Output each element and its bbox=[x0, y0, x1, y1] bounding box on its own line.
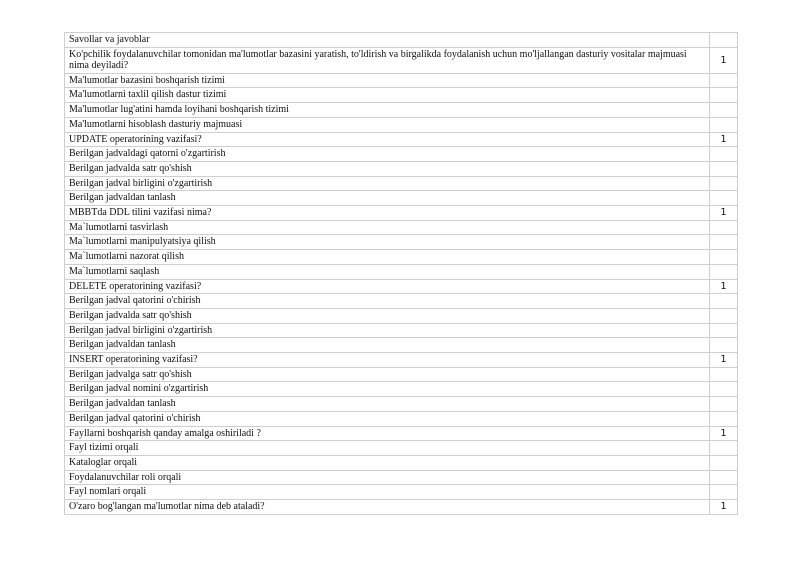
mark-cell bbox=[710, 191, 738, 206]
table-row bbox=[65, 161, 738, 176]
mark-cell bbox=[710, 455, 738, 470]
answer-option-text: Ma'lumotlarni taxlil qilish dastur tizimi bbox=[65, 88, 710, 103]
answer-option-text: Ma`lumotlarni nazorat qilish bbox=[65, 250, 710, 265]
question-text: INSERT operatorining vazifasi? bbox=[65, 353, 710, 368]
answer-option-text: Ma`lumotlarni saqlash bbox=[65, 264, 710, 279]
answer-option-text: Berilgan jadvaldan tanlash bbox=[65, 397, 710, 412]
answer-option-text: Berilgan jadvaldan tanlash bbox=[65, 338, 710, 353]
table-row bbox=[65, 411, 738, 426]
mark-cell bbox=[710, 88, 738, 103]
mark-cell bbox=[710, 382, 738, 397]
table-row bbox=[65, 206, 738, 221]
mark-cell bbox=[710, 117, 738, 132]
table-row bbox=[65, 191, 738, 206]
table-header-row bbox=[65, 33, 738, 48]
mark-cell bbox=[710, 441, 738, 456]
mark-cell bbox=[710, 103, 738, 118]
table-header-mark bbox=[710, 33, 738, 48]
table-row bbox=[65, 323, 738, 338]
mark-cell bbox=[710, 367, 738, 382]
answer-option-text: Berilgan jadvalda satr qo'shish bbox=[65, 161, 710, 176]
table-row bbox=[65, 47, 738, 73]
table-row bbox=[65, 500, 738, 515]
table-row bbox=[65, 235, 738, 250]
table-row bbox=[65, 117, 738, 132]
question-text: UPDATE operatorining vazifasi? bbox=[65, 132, 710, 147]
table-row bbox=[65, 176, 738, 191]
mark-cell bbox=[710, 250, 738, 265]
question-text: O'zaro bog'langan ma'lumotlar nima deb ataladi? bbox=[65, 500, 710, 515]
answer-option-text: Berilgan jadval qatorini o'chirish bbox=[65, 294, 710, 309]
table-row bbox=[65, 470, 738, 485]
table-row bbox=[65, 455, 738, 470]
answer-option-text: Ma`lumotlarni tasvirlash bbox=[65, 220, 710, 235]
mark-cell bbox=[710, 411, 738, 426]
mark-cell: 1 bbox=[710, 47, 738, 73]
table-row bbox=[65, 103, 738, 118]
table-row bbox=[65, 279, 738, 294]
answer-option-text: Ma`lumotlarni manipulyatsiya qilish bbox=[65, 235, 710, 250]
table-row bbox=[65, 308, 738, 323]
answer-option-text: Ma'lumotlar lug'atini hamda loyihani boshqarish tizimi bbox=[65, 103, 710, 118]
mark-cell bbox=[710, 176, 738, 191]
mark-cell bbox=[710, 485, 738, 500]
answer-option-text: Ma'lumotlarni hisoblash dasturiy majmuasi bbox=[65, 117, 710, 132]
table-row bbox=[65, 88, 738, 103]
mark-cell bbox=[710, 161, 738, 176]
table-row bbox=[65, 132, 738, 147]
question-text: Fayllarni boshqarish qanday amalga oshiriladi ? bbox=[65, 426, 710, 441]
mark-cell bbox=[710, 235, 738, 250]
table-row bbox=[65, 220, 738, 235]
mark-cell bbox=[710, 264, 738, 279]
mark-cell: 1 bbox=[710, 353, 738, 368]
mark-cell bbox=[710, 470, 738, 485]
mark-cell: 1 bbox=[710, 206, 738, 221]
table-row bbox=[65, 73, 738, 88]
table-row bbox=[65, 367, 738, 382]
answer-option-text: Berilgan jadval qatorini o'chirish bbox=[65, 411, 710, 426]
answer-option-text: Berilgan jadvalda satr qo'shish bbox=[65, 308, 710, 323]
mark-cell bbox=[710, 147, 738, 162]
answer-option-text: Berilgan jadvaldan tanlash bbox=[65, 191, 710, 206]
answer-option-text: Berilgan jadvaldagi qatorni o'zgartirish bbox=[65, 147, 710, 162]
question-text: MBBTda DDL tilini vazifasi nima? bbox=[65, 206, 710, 221]
table-row bbox=[65, 382, 738, 397]
table-row bbox=[65, 426, 738, 441]
answer-option-text: Berilgan jadval birligini o'zgartirish bbox=[65, 176, 710, 191]
table-row bbox=[65, 264, 738, 279]
table-row bbox=[65, 353, 738, 368]
table-row bbox=[65, 147, 738, 162]
qa-table-body bbox=[65, 33, 738, 515]
table-row bbox=[65, 294, 738, 309]
mark-cell: 1 bbox=[710, 426, 738, 441]
mark-cell bbox=[710, 397, 738, 412]
answer-option-text: Kataloglar orqali bbox=[65, 455, 710, 470]
table-header-title: Savollar va javoblar bbox=[65, 33, 710, 48]
mark-cell: 1 bbox=[710, 500, 738, 515]
mark-cell bbox=[710, 220, 738, 235]
answer-option-text: Fayl tizimi orqali bbox=[65, 441, 710, 456]
question-text: Ko'pchilik foydalanuvchilar tomonidan ma'lumotlar bazasini yaratish, to'ldirish va birgalikda foydalanish uchun mo'ljallangan dasturiy vositalar majmuasi nima deyiladi? bbox=[65, 47, 710, 73]
table-row bbox=[65, 441, 738, 456]
mark-cell bbox=[710, 308, 738, 323]
table-row bbox=[65, 397, 738, 412]
table-row bbox=[65, 338, 738, 353]
mark-cell: 1 bbox=[710, 132, 738, 147]
qa-table bbox=[64, 32, 738, 515]
answer-option-text: Berilgan jadvalga satr qo'shish bbox=[65, 367, 710, 382]
table-row bbox=[65, 250, 738, 265]
mark-cell bbox=[710, 294, 738, 309]
answer-option-text: Ma'lumotlar bazasini boshqarish tizimi bbox=[65, 73, 710, 88]
answer-option-text: Foydalanuvchilar roli orqali bbox=[65, 470, 710, 485]
answer-option-text: Fayl nomlari orqali bbox=[65, 485, 710, 500]
table-row bbox=[65, 485, 738, 500]
mark-cell: 1 bbox=[710, 279, 738, 294]
answer-option-text: Berilgan jadval birligini o'zgartirish bbox=[65, 323, 710, 338]
mark-cell bbox=[710, 338, 738, 353]
question-text: DELETE operatorining vazifasi? bbox=[65, 279, 710, 294]
mark-cell bbox=[710, 323, 738, 338]
answer-option-text: Berilgan jadval nomini o'zgartirish bbox=[65, 382, 710, 397]
mark-cell bbox=[710, 73, 738, 88]
